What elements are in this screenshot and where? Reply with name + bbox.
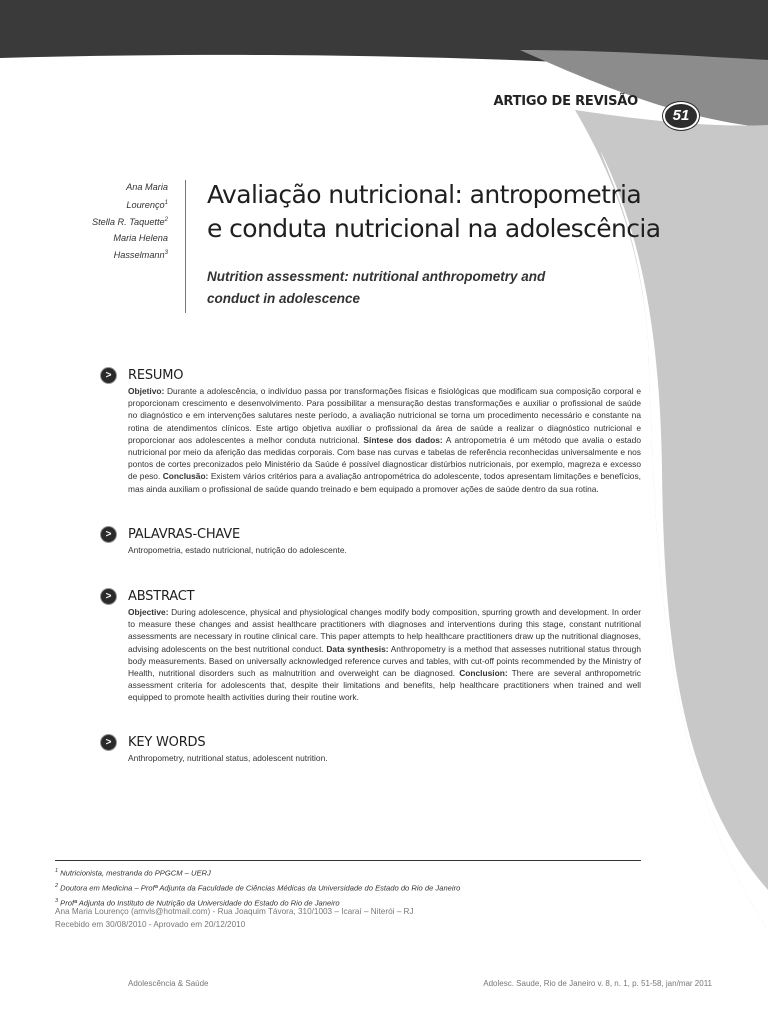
footnote-divider bbox=[55, 860, 641, 861]
article-title-en: Nutrition assessment: nutritional anthropometry and conduct in adolescence bbox=[207, 269, 546, 306]
section-heading: KEY WORDS bbox=[128, 734, 206, 750]
page-number-badge: 51 bbox=[663, 102, 699, 130]
author-name: Lourenço$^1$ bbox=[126, 199, 168, 210]
contact-line: Ana Maria Lourenço (amvls@hotmail.com) - Rua Joaquim Távora, 310/1003 – Icaraí – Niterói – RJ bbox=[55, 907, 414, 916]
section-heading: PALAVRAS-CHAVE bbox=[128, 526, 240, 542]
palavras-chave-body: Antropometria, estado nutricional, nutrição do adolescente. bbox=[128, 545, 347, 555]
chevron-right-icon: > bbox=[101, 589, 116, 604]
author-name: Ana Maria bbox=[126, 182, 168, 192]
abstract-section bbox=[101, 587, 641, 704]
section-heading: RESUMO bbox=[128, 367, 184, 383]
resumo-body: Objetivo: Durante a adolescência, o indivíduo passa por transformações físicas e fisiológicas que modificam sua composição corporal e proporcionam crescimento e desenvolvimento. Para possibilitar a mensuração destas transformações e auxiliar o profissional de saúde no diagnóstico e em intervenções salutares neste período, a avaliação nutricional se torna um procedimento necessário e constante na rotina de atendimentos clínicos. Este artigo objetiva auxiliar o profissional da área de saúde a realizar o diagnóstico nutricional e proporcionar aos adolescentes a melhor conduta nutricional. Síntese dos dados: A antropometria é um método que avalia o estado nutricional por meio da aferição das medidas corporais. Com base nas curvas e tabelas de referência reconhecidas universalmente e nos pontos de cortes preconizados pelo Ministério da Saúde é possível diagnosticar distúrbios nutricionais, por exemplo, magreza e excesso de peso. Conclusão: Existem vários critérios para a avaliação antropométrica do adolescente, todos apresentam limitações e benefícios, mas ainda auxiliam o profissional de saúde quando treinado e bem equipado a promover ações de saúde dentro da sua rotina. bbox=[128, 386, 641, 494]
section-tag: ARTIGO DE REVISÃO bbox=[493, 94, 638, 109]
footnote: $^1$ Nutricionista, mestranda do PPGCM – UERJ bbox=[55, 868, 211, 878]
received-dates: Recebido em 30/08/2010 - Aprovado em 20/12/2010 bbox=[55, 919, 246, 929]
contact-info bbox=[55, 906, 655, 931]
footnote: $^3$ Profª Adjunta do Instituto de Nutrição da Universidade do Estado do Rio de Janeiro bbox=[55, 897, 340, 908]
author-name: Hasselmann$^3$ bbox=[113, 250, 168, 261]
author-name: Stella R. Taquette$^2$ bbox=[91, 217, 168, 228]
citation: Adolesc. Saude, Rio de Janeiro v. 8, n. 1, p. 51-58, jan/mar 2011 bbox=[483, 979, 712, 988]
footnotes bbox=[55, 865, 655, 909]
chevron-right-icon: > bbox=[101, 735, 116, 750]
key-words-section bbox=[101, 733, 641, 764]
palavras-chave-section bbox=[101, 525, 641, 556]
resumo-section bbox=[101, 366, 641, 495]
footnote: $^2$ Doutora em Medicina – Profª Adjunta da Faculdade de Ciências Médicas da Universidade do Estado do Rio de Janeiro bbox=[55, 882, 461, 893]
author-name: Maria Helena bbox=[113, 232, 168, 243]
vertical-divider bbox=[185, 180, 186, 313]
section-heading: ABSTRACT bbox=[128, 588, 195, 604]
mid-gray-swoosh bbox=[520, 50, 768, 128]
article-title-pt: Avaliação nutricional: antropometria e conduta nutricional na adolescência bbox=[207, 180, 661, 243]
chevron-right-icon: > bbox=[101, 527, 116, 542]
author-list bbox=[40, 180, 168, 264]
journal-name: Adolescência & Saúde bbox=[128, 979, 209, 988]
abstract-body: Objective: During adolescence, physical and physiological changes modify body composition, spurring growth and development. In order to measure these changes and assist healthcare practitioners with diagnoses and interventions during this stage, constant nutritional assessments are necessary in routine clinical care. This paper attempts to help healthcare practitioners draw up the nutritional diagnoses, advising adolescents on the best nutritional conduct. Data synthesis: Anthropometry is a method that assesses nutritional status through body measurements. Based on universally acknowledged reference curves and tables, with cut-off points recommended by the Ministry of Health, nutritional disorders such as malnutrition and overweight can be diagnosed. Conclusion: There are several anthropometric assessment criteria for adolescents that, despite their limitations and benefits, help healthcare practitioners when trained and well equipped to promote health activities during their routine work. bbox=[128, 607, 641, 703]
key-words-body: Anthropometry, nutritional status, adolescent nutrition. bbox=[128, 753, 328, 763]
chevron-right-icon: > bbox=[101, 368, 116, 383]
